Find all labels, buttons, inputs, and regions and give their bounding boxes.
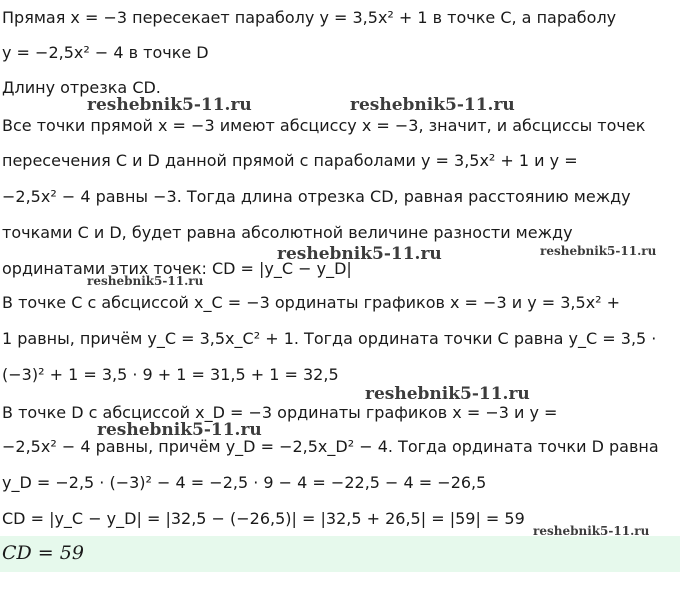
text-line: В точке C с абсциссой x_C = −3 ординаты графиков x = −3 и y = 3,5x² + bbox=[2, 293, 621, 312]
text-line: 1 равны, причём y_C = 3,5x_C² + 1. Тогда ордината точки C равна y_C = 3,5 · bbox=[2, 329, 657, 348]
text-line: (−3)² + 1 = 3,5 · 9 + 1 = 31,5 + 1 = 32,5 bbox=[2, 365, 339, 384]
watermark-text: reshebnik5-11.ru bbox=[87, 274, 204, 288]
text-line: пересечения C и D данной прямой с параболами y = 3,5x² + 1 и y = bbox=[2, 151, 578, 170]
answer-text: CD = 59 bbox=[2, 542, 84, 564]
text-line: В точке D с абсциссой x_D = −3 ординаты графиков x = −3 и y = bbox=[2, 403, 558, 422]
answer-box bbox=[0, 536, 680, 572]
watermark-text: reshebnik5-11.ru bbox=[350, 95, 515, 115]
text-line: −2,5x² − 4 равны −3. Тогда длина отрезка CD, равная расстоянию между bbox=[2, 187, 631, 206]
watermark-text: reshebnik5-11.ru bbox=[87, 95, 252, 115]
text-line: y_D = −2,5 · (−3)² − 4 = −2,5 · 9 − 4 = −22,5 − 4 = −26,5 bbox=[2, 473, 487, 492]
watermark-text: reshebnik5-11.ru bbox=[97, 420, 262, 440]
watermark-text: reshebnik5-11.ru bbox=[540, 244, 657, 258]
watermark-text: reshebnik5-11.ru bbox=[365, 384, 530, 404]
text-line: y = −2,5x² − 4 в точке D bbox=[2, 43, 209, 62]
text-line: CD = |y_C − y_D| = |32,5 − (−26,5)| = |32,5 + 26,5| = |59| = 59 bbox=[2, 509, 525, 528]
watermark-text: reshebnik5-11.ru bbox=[533, 524, 650, 538]
text-line: Длину отрезка CD. bbox=[2, 78, 161, 97]
text-line: точками C и D, будет равна абсолютной величине разности между bbox=[2, 223, 573, 242]
text-line: Все точки прямой x = −3 имеют абсциссу x = −3, значит, и абсциссы точек bbox=[2, 116, 646, 135]
watermark-text: reshebnik5-11.ru bbox=[277, 244, 442, 264]
text-line: ординатами этих точек: CD = |y_C − y_D| bbox=[2, 259, 352, 278]
text-line: Прямая x = −3 пересекает параболу y = 3,5x² + 1 в точке C, а параболу bbox=[2, 8, 617, 27]
text-line: −2,5x² − 4 равны, причём y_D = −2,5x_D² − 4. Тогда ордината точки D равна bbox=[2, 437, 659, 456]
